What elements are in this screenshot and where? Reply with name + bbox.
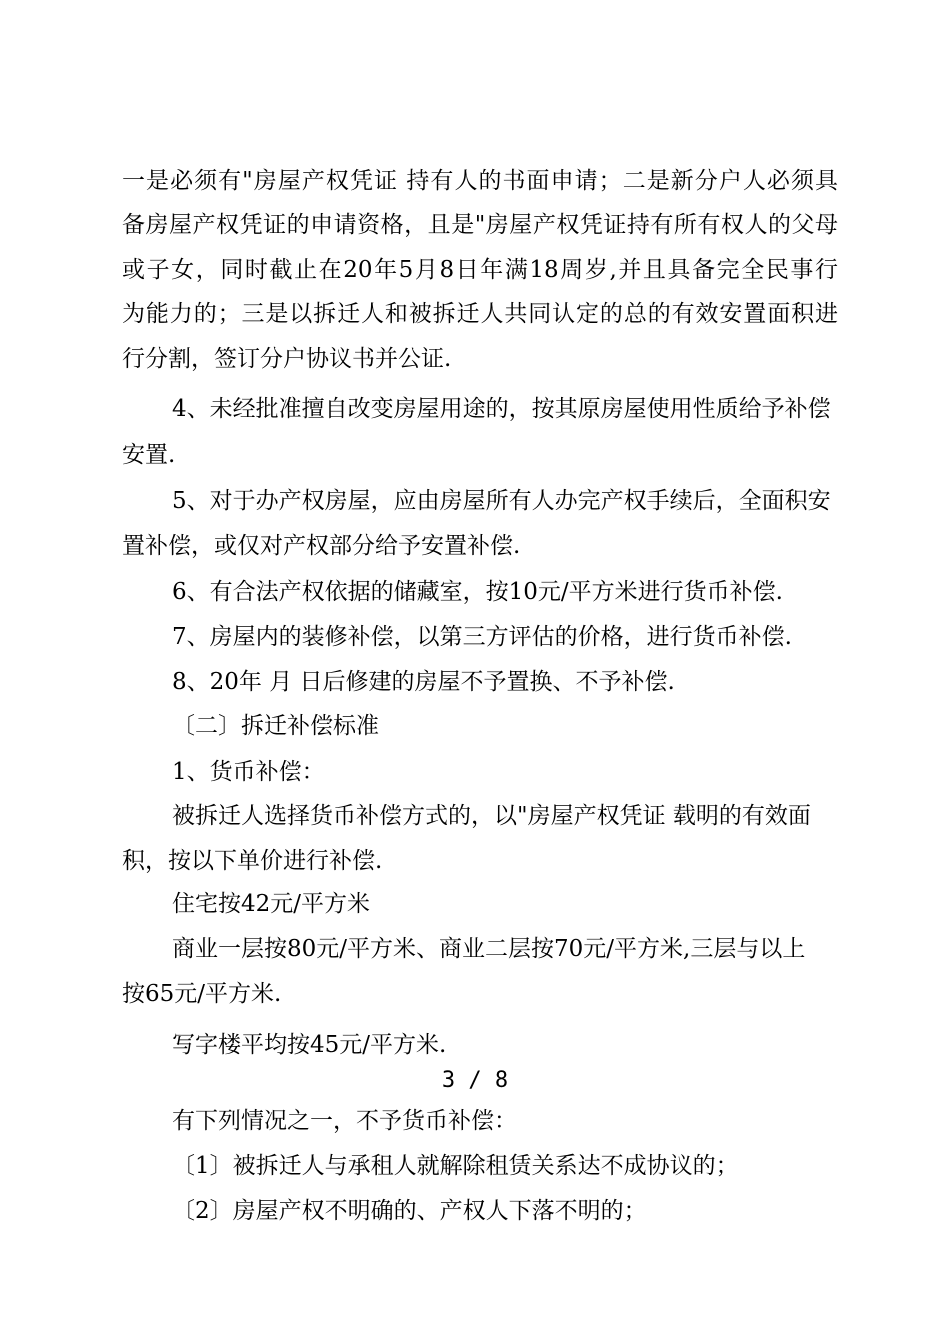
text-line: 6、有合法产权依据的储藏室，按10元/平方米进行货币补偿. bbox=[172, 579, 783, 605]
list-item: 〔2〕房屋产权不明确的、产权人下落不明的； bbox=[172, 1198, 647, 1224]
subsection-heading: 1、货币补偿： bbox=[172, 759, 325, 785]
text-line: 或子女，同时截止在20年5月8日年满18周岁,并且具备完全民事行 bbox=[122, 257, 838, 283]
text-line: 写字楼平均按45元/平方米. bbox=[172, 1032, 447, 1058]
text-line: 商业一层按80元/平方米、商业二层按70元/平方米,三层与以上 bbox=[172, 936, 806, 962]
text-line: 安置. bbox=[122, 442, 176, 468]
text-line: 8、20年 月 日后修建的房屋不予置换、不予补偿. bbox=[172, 669, 675, 695]
text-line: 被拆迁人选择货币补偿方式的，以"房屋产权凭证 载明的有效面 bbox=[172, 803, 811, 829]
text-line: 住宅按42元/平方米 bbox=[172, 891, 371, 917]
text-line: 行分割，签订分户协议书并公证. bbox=[122, 346, 452, 372]
text-line: 5、对于办产权房屋，应由房屋所有人办完产权手续后，全面积安 bbox=[172, 488, 831, 514]
text-line: 为能力的；三是以拆迁人和被拆迁人共同认定的总的有效安置面积进 bbox=[122, 301, 838, 327]
text-line: 备房屋产权凭证的申请资格，且是"房屋产权凭证持有所有权人的父母 bbox=[122, 212, 838, 238]
text-line: 置补偿，或仅对产权部分给予安置补偿. bbox=[122, 533, 521, 559]
text-line: 按65元/平方米. bbox=[122, 981, 282, 1007]
text-line: 有下列情况之一，不予货币补偿： bbox=[172, 1108, 517, 1134]
text-line: 7、房屋内的装修补偿，以第三方评估的价格，进行货币补偿. bbox=[172, 624, 792, 650]
text-line: 一是必须有"房屋产权凭证 持有人的书面申请；二是新分户人必须具 bbox=[122, 168, 838, 194]
section-heading: 〔二〕拆迁补偿标准 bbox=[172, 713, 379, 739]
list-item: 〔1〕被拆迁人与承租人就解除租赁关系达不成协议的； bbox=[172, 1153, 739, 1179]
text-line: 4、未经批准擅自改变房屋用途的，按其原房屋使用性质给予补偿 bbox=[172, 396, 831, 422]
text-line: 积，按以下单价进行补偿. bbox=[122, 848, 383, 874]
page-number: 3 / 8 bbox=[441, 1068, 509, 1093]
